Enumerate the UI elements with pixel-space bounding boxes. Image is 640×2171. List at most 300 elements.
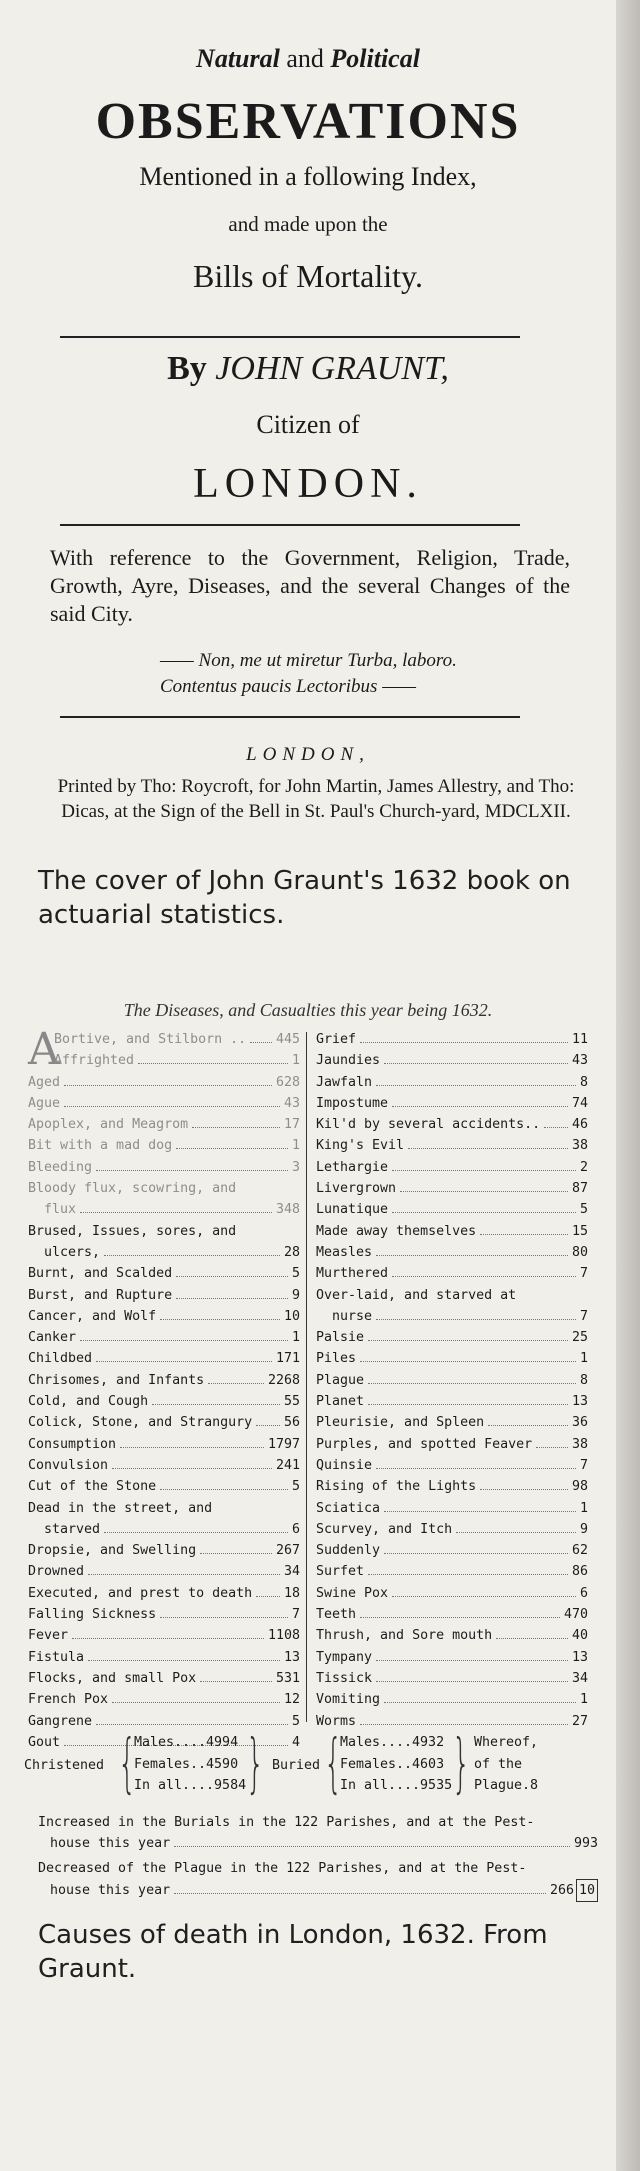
cause-name: Quinsie	[316, 1457, 373, 1473]
leader-dots	[360, 1617, 560, 1618]
leader-dots	[488, 1425, 568, 1426]
cause-count: 34	[571, 1670, 588, 1686]
leader-dots	[368, 1574, 568, 1575]
cause-name: Bit with a mad dog	[28, 1138, 173, 1154]
cause-name: Grief	[316, 1032, 357, 1047]
cover-title-line1	[0, 44, 616, 74]
cause-row	[316, 1138, 588, 1159]
cause-name: Jaundies	[316, 1053, 381, 1069]
cause-count: 38	[571, 1138, 588, 1154]
cause-row	[316, 1628, 588, 1649]
cause-row	[28, 1160, 300, 1181]
cause-row	[316, 1032, 588, 1053]
leader-dots	[160, 1489, 288, 1490]
cover-imprint-city: LONDON,	[246, 744, 370, 765]
cause-count: 15	[571, 1223, 588, 1239]
leader-dots	[256, 1425, 280, 1426]
buried-males: Males....4932	[340, 1735, 445, 1750]
title-and: and	[279, 44, 331, 73]
whereof-line2: of the	[474, 1756, 523, 1772]
cause-row	[28, 1075, 300, 1096]
cause-name: Consumption	[28, 1436, 117, 1452]
cause-count: 470	[563, 1607, 588, 1623]
cause-row	[316, 1564, 588, 1585]
cause-count: 1108	[267, 1628, 300, 1644]
author-by: By	[167, 350, 207, 387]
cause-row	[316, 1160, 588, 1181]
cause-row	[316, 1181, 588, 1202]
cause-name: Burnt, and Scalded	[28, 1266, 173, 1282]
leader-dots	[384, 1702, 576, 1703]
cause-count: 12	[283, 1692, 300, 1708]
cause-count: 40	[571, 1628, 588, 1644]
cause-name: Affrighted	[54, 1053, 135, 1069]
cause-name: Gout	[28, 1734, 61, 1750]
table-title: The Diseases, and Casualties this year being 1632.	[123, 1000, 493, 1020]
leader-dots	[138, 1063, 288, 1064]
cause-name: Brused, Issues, sores, and	[28, 1223, 237, 1239]
table-dropcap: A	[28, 1024, 60, 1075]
cause-row	[316, 1692, 588, 1713]
cause-count: 1	[579, 1351, 588, 1367]
cause-row	[316, 1650, 588, 1671]
cause-count: 1	[291, 1330, 300, 1346]
cause-name: Rising of the Lights	[316, 1479, 477, 1495]
cause-name: Flocks, and small Pox	[28, 1670, 197, 1686]
page-number: 10	[576, 1879, 598, 1902]
cause-name: Dead in the street, and	[28, 1500, 213, 1516]
cause-row	[316, 1202, 588, 1223]
cause-row	[28, 1394, 300, 1415]
cause-count: 5	[579, 1202, 588, 1218]
cause-name: Falling Sickness	[28, 1607, 157, 1623]
cause-name: Executed, and prest to death	[28, 1585, 253, 1601]
cause-count: 6	[291, 1521, 300, 1537]
cause-count: 10	[283, 1308, 300, 1324]
cause-count: 241	[275, 1457, 300, 1473]
leader-dots	[392, 1106, 568, 1107]
leader-dots	[376, 1255, 568, 1256]
cause-count: 531	[275, 1670, 300, 1686]
cover-citizen: Citizen of	[256, 410, 360, 439]
cause-count: 55	[283, 1394, 300, 1410]
cause-count: 74	[571, 1095, 588, 1111]
cause-count: 28	[283, 1244, 300, 1260]
cause-row	[316, 1607, 588, 1628]
cause-count: 267	[275, 1543, 300, 1559]
leader-dots	[360, 1042, 568, 1043]
cause-count: 8	[579, 1372, 588, 1388]
cause-name: Lunatique	[316, 1202, 389, 1218]
cause-row	[316, 1053, 588, 1074]
cause-count: 8	[579, 1074, 588, 1090]
leader-dots	[160, 1319, 280, 1320]
leader-dots	[496, 1638, 568, 1639]
cause-row	[28, 1288, 300, 1309]
buried-label: Buried	[272, 1758, 321, 1773]
cause-count: 62	[571, 1543, 588, 1559]
cause-name: Pleurisie, and Spleen	[316, 1415, 485, 1431]
cause-row	[28, 1692, 300, 1713]
cause-row	[316, 1351, 588, 1372]
cause-count: 1	[291, 1053, 300, 1069]
cover-title-line5: Bills of Mortality.	[193, 258, 423, 294]
cause-name: Bleeding	[28, 1159, 93, 1175]
cause-name: Kil'd by several accidents..	[316, 1117, 541, 1133]
cause-name: Fever	[28, 1628, 69, 1644]
cause-count: 38	[571, 1436, 588, 1452]
note-increase-text: house this year	[50, 1836, 171, 1851]
cause-name: King's Evil	[316, 1138, 405, 1154]
leader-dots	[480, 1489, 568, 1490]
cause-row	[316, 1309, 588, 1330]
cause-row	[28, 1266, 300, 1287]
cause-row	[28, 1245, 300, 1266]
cause-count: 18	[283, 1585, 300, 1601]
cause-row	[316, 1522, 588, 1543]
cause-row	[316, 1543, 588, 1564]
cause-count: 87	[571, 1181, 588, 1197]
cause-count: 43	[571, 1053, 588, 1069]
leader-dots	[376, 1468, 576, 1469]
cause-count: 5	[291, 1479, 300, 1495]
cause-count: 5	[291, 1266, 300, 1282]
cause-row	[316, 1671, 588, 1692]
cause-row	[316, 1394, 588, 1415]
cause-row	[28, 1224, 300, 1245]
cause-name: Made away themselves	[316, 1223, 477, 1239]
cause-count: 171	[275, 1351, 300, 1367]
cause-row	[28, 1330, 300, 1351]
brace-left-icon: {	[118, 1727, 137, 1801]
leader-dots	[72, 1638, 264, 1639]
cause-row	[28, 1351, 300, 1372]
cause-name: Apoplex, and Meagrom	[28, 1117, 189, 1133]
cover-quote-2: Contentus paucis Lectoribus ——	[160, 676, 416, 697]
cause-name: starved	[28, 1521, 101, 1537]
cause-name: Purples, and spotted Feaver	[316, 1436, 533, 1452]
cause-count: 34	[283, 1564, 300, 1580]
totals-block	[24, 1727, 594, 1802]
leader-dots	[384, 1063, 568, 1064]
leader-dots	[376, 1085, 576, 1086]
cause-row	[316, 1458, 588, 1479]
leader-dots	[376, 1319, 576, 1320]
christened-males: Males....4994	[134, 1735, 239, 1750]
note-decrease	[38, 1858, 598, 1902]
cause-row	[28, 1543, 300, 1564]
buried-values	[340, 1732, 452, 1797]
note-increase-value: 993	[573, 1836, 598, 1851]
leader-dots	[80, 1212, 272, 1213]
cause-name: ulcers,	[28, 1244, 101, 1260]
leader-dots	[64, 1085, 272, 1086]
note-increase	[38, 1812, 598, 1854]
cause-name: Bloody flux, scowring, and	[28, 1181, 237, 1197]
cause-row	[28, 1415, 300, 1436]
causes-column-right	[316, 1032, 588, 1735]
cause-count: 9	[291, 1287, 300, 1303]
leader-dots	[192, 1127, 280, 1128]
cause-name: flux	[28, 1202, 77, 1218]
leader-dots	[112, 1468, 272, 1469]
christened-label: Christened	[24, 1758, 105, 1773]
cause-count: 6	[579, 1585, 588, 1601]
cause-row	[28, 1607, 300, 1628]
cause-row	[316, 1373, 588, 1394]
cause-name: Aged	[28, 1074, 61, 1090]
leader-dots	[256, 1596, 280, 1597]
cause-count: 17	[283, 1117, 300, 1133]
cause-name: Childbed	[28, 1351, 93, 1367]
cause-row	[28, 1202, 300, 1223]
cover-rule-3	[60, 716, 520, 718]
cause-name: Livergrown	[316, 1181, 397, 1197]
cause-row	[28, 1032, 300, 1053]
title-political: Political	[330, 44, 420, 73]
leader-dots	[384, 1553, 568, 1554]
cause-row	[28, 1053, 300, 1074]
cover-author	[0, 350, 616, 388]
cause-count: 4	[291, 1734, 300, 1750]
cause-count: 80	[571, 1244, 588, 1260]
cover-imprint: Printed by Tho: Roycroft, for John Martin, James Allestry, and Tho: Dicas, at the Sign of the Bell in St. Paul's Church-yard, MDCLXII.	[57, 776, 575, 822]
note-decrease-text: house this year	[50, 1883, 171, 1898]
cause-row	[28, 1373, 300, 1394]
cause-count: 7	[579, 1266, 588, 1282]
cause-count: 9	[579, 1521, 588, 1537]
cause-row	[28, 1564, 300, 1585]
cause-name: Impostume	[316, 1095, 389, 1111]
leader-dots	[392, 1212, 576, 1213]
leader-dots	[96, 1361, 272, 1362]
causes-column-left	[28, 1032, 300, 1756]
leader-dots	[96, 1724, 288, 1725]
cause-count: 445	[275, 1032, 300, 1047]
cause-count: 5	[291, 1713, 300, 1729]
leader-dots	[88, 1574, 280, 1575]
cause-name: Vomiting	[316, 1692, 381, 1708]
cause-name: Colick, Stone, and Strangury	[28, 1415, 253, 1431]
cause-count: 7	[579, 1308, 588, 1324]
cause-count: 27	[571, 1713, 588, 1729]
caption-table: Causes of death in London, 1632. From Graunt.	[38, 1920, 548, 1984]
cause-count: 56	[283, 1415, 300, 1431]
cause-name: Chrisomes, and Infants	[28, 1372, 205, 1388]
cover-rule-1	[60, 336, 520, 338]
cause-count: 2268	[267, 1372, 300, 1388]
cause-name: Ague	[28, 1095, 61, 1111]
cause-count: 13	[571, 1649, 588, 1665]
cause-row	[28, 1437, 300, 1458]
cause-row	[28, 1117, 300, 1138]
buried-all: In all....9535	[340, 1778, 453, 1793]
leader-dots	[408, 1148, 568, 1149]
cover-title-line3: Mentioned in a following Index,	[139, 162, 477, 191]
cause-name: Palsie	[316, 1330, 365, 1346]
cause-name: Jawfaln	[316, 1074, 373, 1090]
cause-row	[28, 1458, 300, 1479]
note-increase-line1: Increased in the Burials in the 122 Parishes, and at the Pest-	[38, 1815, 535, 1830]
leader-dots	[360, 1724, 568, 1725]
leader-dots	[200, 1553, 272, 1554]
cause-name: Tissick	[316, 1670, 373, 1686]
column-divider	[306, 1032, 307, 1722]
cause-name: Suddenly	[316, 1543, 381, 1559]
cause-row	[316, 1479, 588, 1500]
brace-right-icon: }	[246, 1727, 265, 1801]
leader-dots	[536, 1447, 568, 1448]
cause-count: 1797	[267, 1436, 300, 1452]
cause-name: Fistula	[28, 1649, 85, 1665]
cause-count: 36	[571, 1415, 588, 1431]
christened-females: Females..4590	[134, 1756, 239, 1772]
leader-dots	[392, 1170, 576, 1171]
cause-row	[28, 1628, 300, 1649]
leader-dots	[96, 1170, 288, 1171]
cause-row	[28, 1586, 300, 1607]
leader-dots	[376, 1681, 568, 1682]
cause-name: Canker	[28, 1330, 77, 1346]
cause-count: 86	[571, 1564, 588, 1580]
leader-dots	[104, 1532, 288, 1533]
cause-count: 98	[571, 1479, 588, 1495]
cause-count: 25	[571, 1330, 588, 1346]
cause-count: 628	[275, 1074, 300, 1090]
author-name: JOHN GRAUNT,	[215, 350, 449, 387]
cover-city: LONDON.	[193, 461, 423, 507]
leader-dots	[544, 1127, 568, 1128]
cause-count: 1	[579, 1692, 588, 1708]
cause-count: 46	[571, 1117, 588, 1133]
cause-row	[28, 1181, 300, 1202]
title-natural: Natural	[196, 44, 280, 73]
cause-row	[28, 1671, 300, 1692]
buried-females: Females..4603	[340, 1756, 445, 1772]
cause-name: Burst, and Rupture	[28, 1287, 173, 1303]
cause-name: Thrush, and Sore mouth	[316, 1628, 493, 1644]
cause-row	[28, 1522, 300, 1543]
cover-reference: With reference to the Government, Religion, Trade, Growth, Ayre, Diseases, and the several Changes of the said City.	[50, 545, 570, 626]
leader-dots	[480, 1234, 568, 1235]
cause-name: Tympany	[316, 1649, 373, 1665]
leader-dots	[392, 1596, 576, 1597]
cause-row	[28, 1650, 300, 1671]
leader-dots	[384, 1511, 576, 1512]
leader-dots	[368, 1404, 568, 1405]
note-increase-line2	[38, 1833, 598, 1854]
cause-name: Murthered	[316, 1266, 389, 1282]
note-decrease-line1: Decreased of the Plague in the 122 Parishes, and at the Pest-	[38, 1861, 527, 1876]
cause-row	[28, 1096, 300, 1117]
cause-name: Scurvey, and Itch	[316, 1521, 453, 1537]
cause-row	[316, 1586, 588, 1607]
brace-left-icon: {	[324, 1727, 343, 1801]
leader-dots	[360, 1361, 576, 1362]
whereof-block	[474, 1732, 538, 1797]
leader-dots	[176, 1276, 288, 1277]
cause-name: Drowned	[28, 1564, 85, 1580]
cause-row	[316, 1075, 588, 1096]
cause-name: Sciatica	[316, 1500, 381, 1516]
cause-row	[28, 1479, 300, 1500]
cause-name: Worms	[316, 1713, 357, 1729]
cause-count: 13	[571, 1394, 588, 1410]
cover-quote-1: —— Non, me ut miretur Turba, laboro.	[160, 650, 457, 671]
leader-dots	[104, 1255, 280, 1256]
whereof-line1: Whereof,	[474, 1735, 539, 1750]
whereof-line3: Plague.8	[474, 1778, 539, 1793]
cause-name: Dropsie, and Swelling	[28, 1543, 197, 1559]
leader-dots	[250, 1042, 272, 1043]
cause-name: Convulsion	[28, 1457, 109, 1473]
leader-dots	[88, 1660, 280, 1661]
cause-name: Teeth	[316, 1607, 357, 1623]
leader-dots	[80, 1340, 288, 1341]
cause-row	[316, 1117, 588, 1138]
cause-name: Cancer, and Wolf	[28, 1308, 157, 1324]
leader-dots	[376, 1660, 568, 1661]
cause-count: 7	[291, 1607, 300, 1623]
cause-count: 11	[571, 1032, 588, 1047]
christened-all: In all....9584	[134, 1778, 247, 1793]
cause-row	[316, 1330, 588, 1351]
cause-count: 2	[579, 1159, 588, 1175]
cause-count: 348	[275, 1202, 300, 1218]
cause-row	[316, 1245, 588, 1266]
cause-name: Planet	[316, 1394, 365, 1410]
cause-name: Over-laid, and starved at	[316, 1287, 517, 1303]
cause-count: 13	[283, 1649, 300, 1665]
cause-name: Surfet	[316, 1564, 365, 1580]
leader-dots	[112, 1702, 280, 1703]
cause-name: Cold, and Cough	[28, 1394, 149, 1410]
caption-cover: The cover of John Graunt's 1632 book on actuarial statistics.	[38, 866, 571, 930]
cause-name: Plague	[316, 1372, 365, 1388]
leader-dots	[392, 1276, 576, 1277]
cause-row	[316, 1415, 588, 1436]
leader-dots	[368, 1383, 576, 1384]
page-edge	[616, 0, 640, 2171]
cause-count: 7	[579, 1457, 588, 1473]
cover-rule-2	[60, 524, 520, 526]
brace-right-icon: }	[452, 1727, 471, 1801]
leader-dots	[64, 1106, 280, 1107]
cause-row	[28, 1138, 300, 1159]
cause-name: Cut of the Stone	[28, 1479, 157, 1495]
cause-row	[316, 1224, 588, 1245]
leader-dots	[176, 1298, 288, 1299]
cause-count: 43	[283, 1095, 300, 1111]
leader-dots	[368, 1340, 568, 1341]
cause-row	[316, 1096, 588, 1117]
christened-values	[134, 1732, 246, 1797]
cause-name: Lethargie	[316, 1159, 389, 1175]
cause-count: 1	[579, 1500, 588, 1516]
cause-row	[28, 1309, 300, 1330]
note-decrease-value: 266	[549, 1883, 574, 1898]
cause-row	[28, 1501, 300, 1522]
cause-count: 3	[291, 1159, 300, 1175]
cause-name: Gangrene	[28, 1713, 93, 1729]
cause-name: Bortive, and Stilborn ..	[54, 1032, 247, 1047]
cause-name: Swine Pox	[316, 1585, 389, 1601]
cover-title-line4: and made upon the	[228, 212, 388, 236]
cause-row	[316, 1288, 588, 1309]
note-decrease-line2	[38, 1879, 598, 1902]
cause-name: Measles	[316, 1244, 373, 1260]
cause-name: French Pox	[28, 1692, 109, 1708]
